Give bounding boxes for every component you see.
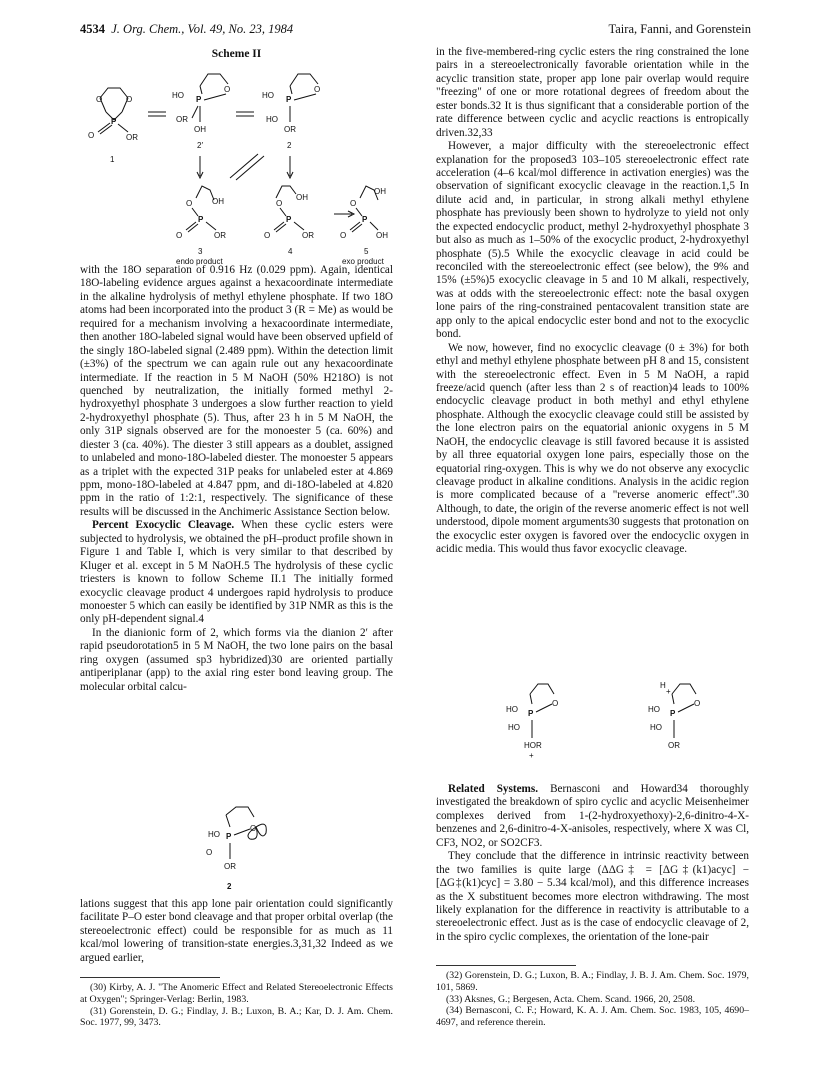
label-exo: exo product [342, 257, 384, 266]
structure-exo-protonated [648, 681, 700, 750]
fig2-ho: HO [208, 830, 220, 839]
paragraph-related-systems: Related Systems. Bernasconi and Howard34 thoroughly investigated the breakdown of spiro cyclic and acyclic Meisenheimer complexes derived from 1-(2-hydroxyethoxy)-2,6-dinitro-4-X-benzenes and 2,6-dinitro-4-X-anisoles, respectively, where X was Cl, CF3, NO2, or SO2CF3. [436, 783, 749, 849]
sr2-ho2: HO [650, 723, 662, 732]
compound-2 [262, 74, 320, 150]
c2-ho2: HO [266, 115, 278, 124]
footnote-rule-left [80, 977, 220, 978]
lone-pair-structure [80, 805, 393, 900]
c2p-ho: HO [172, 91, 184, 100]
footnotes-right [436, 970, 749, 1029]
protonated-structures [436, 680, 749, 770]
footnote-30: (30) Kirby, A. J. "The Anomeric Effect and Related Stereoelectronic Effects at Oxygen"; Springer-Verlag: Berlin, 1983. [80, 982, 393, 1005]
equilibrium-arrow-1 [148, 112, 166, 116]
left-text-block-1 [80, 264, 393, 694]
page-number: 4534 [80, 22, 105, 36]
sr1-p: P [528, 709, 534, 718]
c3-o1: O [186, 199, 193, 208]
c1-o1: O [96, 95, 103, 104]
c3-o2: O [176, 231, 183, 240]
paragraph-no-exocyclic: We now, however, find no exocyclic cleavage (0 ± 3%) for both ethyl and methyl ethylene phosphate between pH 8 and 15, consistent with the stereoelectronic effect. Even in 5 M NaOH, a rapid freeze/acid quench (after less than 2 s of reaction)4 leads to 100% endocyclic cleavage product in both methyl and ethyl ethylene phosphate. Although the exocyclic cleavage could still be assisted by the lone electron pairs on the equatorial anionic oxygens in 5 M NaOH, the endocyclic cleavage is still favored because it is assisted by all three equatorial oxygen lone pairs, especially those on the equatorial ring-oxygen. This is why we do not observe any exocyclic cleavage product in alkaline conditions. Analysis in the acidic region is more complicated because of a "reverse anomeric effect".30 Although, to date, the origin of the reverse anomeric effect is not well understood, dipole moment arguments30 suggests that protonation on the exocyclic ester oxygen is favored over the endocyclic oxygen in acidic media. This would thus favor exocyclic cleavage. [436, 341, 749, 556]
c2-ho: HO [262, 91, 274, 100]
c2p-oh: OH [194, 125, 206, 134]
paragraph-18o-separation: with the 18O separation of 0.916 Hz (0.029 ppm). Again, identical 18O-labeling evidence argues against a hexacoordinate intermediate in the alkaline hydrolysis of methyl ethylene phosphate. If two 18O atoms had been incorporated into the product 3 (R = Me) as would be required for a mechanism involving a hexacoordinate intermediate, then another 18O-labeled signal would have been observed upfield of the singly 18O-labeled signal (2.489 ppm). Within the detection limit (±3%) of the spectrum we can again rule out any hexacoordinate intermediate. If the reaction in 5 M NaOH (50% H218O) is not quenched by neutralization, the initially formed methyl 2-hydroxyethyl phosphate 3 undergoes a slow further reaction to yield 2-hydroxyethyl phosphate (5). Thus, after 23 h in 5 M NaOH, the only 31P signals observed are for the monoester 5 (ca. 60%) and diester 3 (ca. 40%). The diester 3 still appears as a doublet, assigned to unlabeled and mono-18O-labeled diester. The monoester 5 appears as a triplet with the expected 31P peaks for unlabeled ester at 4.869 ppm, mono-18O-labeled at 4.847 ppm, and di-18O-labeled at 4.820 ppm in the ratio of 1:2:1, respectively. The significance of these results will be discussed in the Anchimeric Assistance Section below. [80, 264, 393, 518]
c2-or: OR [284, 125, 296, 134]
sr1-plus: + [529, 751, 534, 760]
equilibrium-arrow-2 [236, 112, 254, 116]
paragraph-five-membered-ring: in the five-membered-ring cyclic esters the ring constrained the lone pairs in a stereoelectronically favorable orientation while in the acyclic transition state, proper app lone pair overlap would require "freezing" of one or more rotational degrees of freedom about the ester bonds.32 It is thus significant that a considerable portion of the rate difference between cyclic and acyclic reactions is entropically driven.32,33 [436, 46, 749, 139]
c4-oh: OH [296, 193, 308, 202]
sr1-ho2: HO [508, 723, 520, 732]
c1-or: OR [126, 133, 138, 142]
compound-5 [340, 186, 388, 266]
footnote-32: (32) Gorenstein, D. G.; Luxon, B. A.; Findlay, J. B. J. Am. Chem. Soc. 1979, 101, 5869. [436, 970, 749, 993]
label-2p: 2′ [197, 141, 203, 150]
fig2-o: O [250, 824, 257, 833]
paragraph-major-difficulty: However, a major difficulty with the stereoelectronic effect explanation for the proposed3 103–105 stereoelectronic effect rate acceleration (4–6 kcal/mol difference in activation energies) was the observation of significant exocyclic cleavage in the reaction.1,5 In dilute acid and, in particular, in strong alkali methyl ethylene phosphate has previously been shown to hydrolyze to yield not only the expected endocyclic product, methyl 2-hydroxyethyl phosphate 3 but also as much as 1–50% of the exocyclic product, 2-hydroxyethyl phosphate (5).5 While the exocyclic cleavage in acid could be reconciled with the stereoelectronic effect (see below), the 9% and 15% (±5%)5 exocyclic cleavage in 5 and 10 M alkali, respectively, was at odds with the stereoelectronic effect: note the basal oxygen lone pairs of the ring-constrained pentacovalent transition state are app only to the apical endocyclic ester bond and not to the exocyclic bond. [436, 140, 749, 341]
right-column [436, 46, 749, 557]
c5-oh2: OH [376, 231, 388, 240]
paragraph-percent-exocyclic: Percent Exocyclic Cleavage. When these cyclic esters were subjected to hydrolysis, we obtained the pH–product profile shown in Figure 1 and Table I, which is very similar to that described by Kluger et al. except in 5 M NaOH.5 The hydrolysis of these cyclic triesters is known to follow Scheme II.1 The initially formed exocyclic cleavage product 4 undergoes rapid hydrolysis to produce monoester 5 which can easily be identified by 31P NMR as this is the only pH-dependent signal.4 [80, 519, 393, 626]
c4-o2: O [264, 231, 271, 240]
label-1: 1 [110, 155, 115, 164]
sr1-o: O [552, 699, 559, 708]
c5-o1: O [350, 199, 357, 208]
left-column-bottom [80, 898, 393, 965]
compound-4 [264, 186, 314, 256]
footnote-31: (31) Gorenstein, D. G.; Findlay, J. B.; Luxon, B. A.; Kar, D. J. Am. Chem. Soc. 1977, 99, 3473. [80, 1005, 393, 1029]
running-header-authors: Taira, Fanni, and Gorenstein [608, 22, 751, 36]
fig2-label: 2 [227, 882, 232, 891]
sr2-ho: HO [648, 705, 660, 714]
compound-2-prime [172, 74, 230, 150]
c1-o3: O [88, 131, 95, 140]
section-heading-related-systems: Related Systems. [448, 783, 539, 795]
sr2-o: O [694, 699, 701, 708]
sr1-ho: HO [506, 705, 518, 714]
c2-o: O [314, 85, 321, 94]
fig2-p: P [226, 832, 232, 841]
c3-oh: OH [212, 197, 224, 206]
section-heading-percent-exocyclic: Percent Exocyclic Cleavage. [92, 519, 235, 532]
sr2-or: OR [668, 741, 680, 750]
c4-or: OR [302, 231, 314, 240]
scheme-ii-diagram [80, 60, 393, 268]
paragraph-intrinsic-reactivity: They conclude that the difference in intrinsic reactivity between the two families is quite large (ΔΔG‡ = [ΔG‡(k1)acyc] − [ΔG‡(k1)cyc] = 3.80 − 5.34 kcal/mol), and this difference increases as the X substituent becomes more electron withdrawing. The most likely explanation for the difference in reactivity is attributable to a stereoelectronic effect. Just as is the case of endocyclic cleavage of 2, in the spiro cyclic complexes, the orientation of the lone-pair [436, 850, 749, 943]
c5-p: P [362, 215, 368, 224]
sr2-p: P [670, 709, 676, 718]
running-header-left [80, 22, 293, 37]
label-3: 3 [198, 247, 203, 256]
right-column-bottom [436, 783, 749, 944]
label-2: 2 [287, 141, 292, 150]
c5-oh1: OH [374, 187, 386, 196]
c1-o2: O [126, 95, 133, 104]
fig2-o2: O [206, 848, 213, 857]
paragraph-dianionic: In the dianionic form of 2, which forms via the dianion 2′ after rapid pseudorotation5 in 5 M NaOH, the two lone pairs on the basal ring oxygen (assumed sp3 hybridized)30 are oriented partially antiperiplanar (app) to the axial ring ester bond leaving group. The molecular orbital calcu- [80, 626, 393, 693]
scheme-svg [80, 60, 393, 268]
compound-1 [88, 88, 138, 164]
footnote-33: (33) Aksnes, G.; Bergesen, Acta. Chem. Scand. 1966, 20, 2508. [446, 993, 696, 1005]
sr2-plus: + [666, 687, 671, 696]
c4-p: P [286, 215, 292, 224]
sr2-h: H [660, 681, 666, 690]
footnotes-left [80, 982, 393, 1029]
c2p-o: O [224, 85, 231, 94]
footnote-rule-right [436, 965, 576, 966]
label-4: 4 [288, 247, 293, 256]
c1-p: P [111, 117, 117, 126]
c3-p: P [198, 215, 204, 224]
fig2-or: OR [224, 862, 236, 871]
c2p-p: P [196, 95, 202, 104]
sr1-hor: HOR [524, 741, 542, 750]
footnote-34: (34) Bernasconi, C. F.; Howard, K. A. J. Am. Chem. Soc. 1983, 105, 4690–4697, and reference therein. [436, 1005, 749, 1028]
c2p-ro: OR [176, 115, 188, 124]
c4-o1: O [276, 199, 283, 208]
compound-3 [176, 186, 226, 266]
c5-o2: O [340, 231, 347, 240]
c2-p: P [286, 95, 292, 104]
paragraph-calculations: lations suggest that this app lone pair orientation could significantly facilitate P–O ester bond cleavage and that proper orbital overlap (the stereoelectronic effect) could be responsible for as much as 11 kcal/mol lowering of transition-state energies.3,31,32 Indeed as we argued earlier, [80, 898, 393, 964]
scheme-title: Scheme II [211, 48, 262, 60]
label-5: 5 [364, 247, 369, 256]
journal-citation: J. Org. Chem., Vol. 49, No. 23, 1984 [111, 22, 294, 36]
structure-endo-protonated [506, 684, 558, 760]
c3-or: OR [214, 231, 226, 240]
label-endo: endo product [176, 257, 223, 266]
